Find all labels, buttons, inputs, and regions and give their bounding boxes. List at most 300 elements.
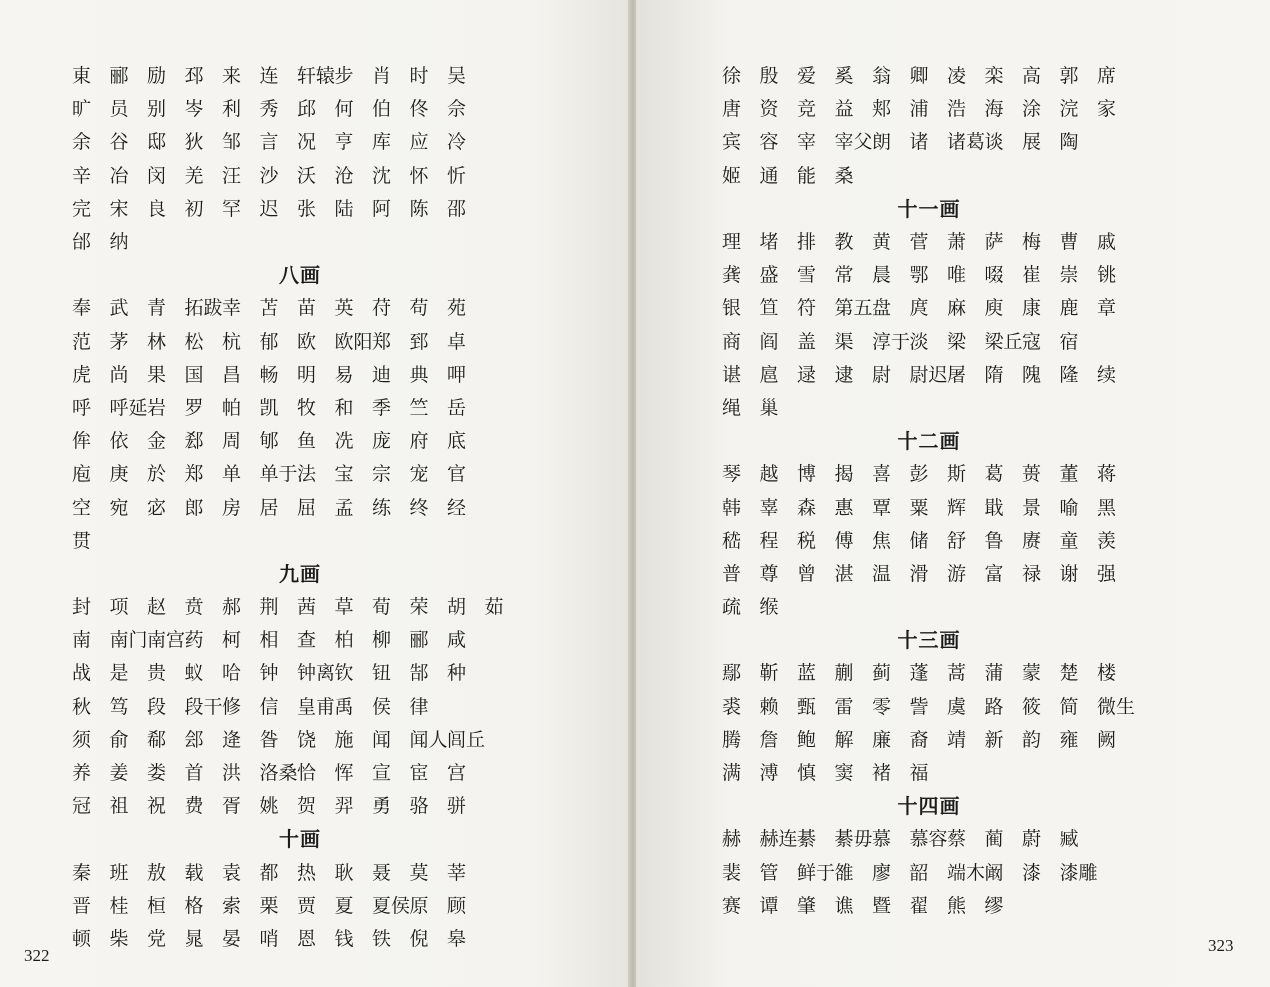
- surname-entry: 宛: [109, 496, 129, 519]
- surname-entry: 国: [184, 363, 204, 386]
- surname-entry: 续: [1097, 363, 1117, 386]
- surname-entry: 果: [147, 363, 167, 386]
- surname-entry: 阚: [984, 861, 1004, 884]
- surname-entry: 皋: [447, 927, 467, 950]
- surname-entry: 药: [184, 629, 204, 652]
- surname-row: [72, 456, 528, 489]
- surname-entry: 余: [72, 131, 92, 154]
- surname-entry: 苑: [447, 297, 467, 320]
- surname-entry: 利: [222, 98, 242, 121]
- surname-entry: 姚: [259, 795, 279, 818]
- surname-entry: 惠: [834, 496, 854, 519]
- surname-row: [722, 888, 1136, 921]
- surname-row: [722, 390, 1136, 423]
- surname-entry: 楼: [1097, 662, 1117, 685]
- surname-entry: 詹: [759, 728, 779, 751]
- surname-row: [72, 124, 528, 157]
- surname-entry: 萧: [947, 231, 967, 254]
- surname-entry: 晨: [872, 264, 892, 287]
- surname-entry: 羌: [184, 164, 204, 187]
- surname-entry: 肖: [372, 65, 392, 88]
- surname-entry: 温: [872, 562, 892, 585]
- surname-entry: 洛桑: [259, 762, 298, 785]
- surname-entry: 裘: [722, 695, 742, 718]
- surname-entry: 彭: [909, 463, 929, 486]
- surname-entry: 喻: [1059, 496, 1079, 519]
- surname-entry: 郦: [109, 65, 129, 88]
- surname-entry: 闾丘: [447, 728, 486, 751]
- surname-entry: 草: [334, 596, 354, 619]
- surname-entry: 何: [334, 98, 354, 121]
- surname-entry: 易: [334, 363, 354, 386]
- surname-entry: 呷: [447, 363, 467, 386]
- surname-entry: 渠: [834, 330, 854, 353]
- surname-entry: 廉: [872, 728, 892, 751]
- surname-row: [722, 821, 1136, 854]
- surname-entry: 桑: [834, 164, 854, 187]
- surname-entry: 战: [72, 662, 92, 685]
- surname-entry: 晋: [72, 894, 92, 917]
- surname-entry: 蒯: [834, 662, 854, 685]
- surname-entry: 典: [409, 363, 429, 386]
- surname-entry: 虎: [72, 363, 92, 386]
- surname-entry: 郝: [222, 596, 242, 619]
- surname-entry: 杭: [222, 330, 242, 353]
- surname-row: [72, 390, 528, 423]
- surname-entry: 巢: [759, 396, 779, 419]
- surname-row: [72, 324, 528, 357]
- surname-entry: 迪: [372, 363, 392, 386]
- surname-entry: 陆: [334, 197, 354, 220]
- surname-entry: 鲍: [797, 728, 817, 751]
- surname-entry: 凯: [259, 396, 279, 419]
- surname-entry: 褚: [872, 762, 892, 785]
- surname-entry: 勇: [372, 795, 392, 818]
- surname-entry: 肇: [797, 894, 817, 917]
- surname-entry: 贺: [297, 795, 317, 818]
- surname-entry: 旷: [72, 98, 92, 121]
- surname-entry: 钟: [259, 662, 279, 685]
- surname-entry: 皇甫: [297, 695, 336, 718]
- surname-entry: 黄: [872, 231, 892, 254]
- surname-entry: 裔: [909, 728, 929, 751]
- surname-entry: 庖: [72, 463, 92, 486]
- surname-row: [72, 888, 528, 921]
- surname-entry: 佘: [447, 98, 467, 121]
- surname-entry: 养: [72, 762, 92, 785]
- surname-entry: 是: [109, 662, 129, 685]
- surname-entry: 张: [297, 197, 317, 220]
- surname-entry: 慕容: [909, 828, 948, 851]
- surname-entry: 狄: [184, 131, 204, 154]
- surname-entry: 费: [184, 795, 204, 818]
- surname-row: [72, 523, 528, 556]
- surname-entry: 牧: [297, 396, 317, 419]
- surname-entry: 荀: [372, 596, 392, 619]
- surname-entry: 桓: [147, 894, 167, 917]
- surname-entry: 宠: [409, 463, 429, 486]
- stroke-count-heading: 八画: [279, 263, 321, 288]
- surname-entry: 茜: [297, 596, 317, 619]
- surname-entry: 端木: [947, 861, 986, 884]
- surname-entry: 阿: [372, 197, 392, 220]
- surname-entry: 柯: [222, 629, 242, 652]
- surname-row: [72, 290, 528, 323]
- surname-entry: 空: [72, 496, 92, 519]
- surname-entry: 尉: [872, 363, 892, 386]
- surname-entry: 姜: [109, 762, 129, 785]
- surname-row: [722, 689, 1136, 722]
- surname-row: [72, 423, 528, 456]
- surname-entry: 范: [72, 330, 92, 353]
- surname-entry: 蒿: [947, 662, 967, 685]
- surname-entry: 宰父: [834, 131, 873, 154]
- surname-entry: 邹: [222, 131, 242, 154]
- surname-entry: 靖: [947, 728, 967, 751]
- surname-row: [722, 257, 1136, 290]
- surname-entry: 钮: [372, 662, 392, 685]
- surname-entry: 微生: [1097, 695, 1136, 718]
- surname-entry: 班: [109, 861, 129, 884]
- surname-entry: 盘: [872, 297, 892, 320]
- surname-entry: 宾: [722, 131, 742, 154]
- surname-entry: 绳: [722, 396, 742, 419]
- surname-entry: 理: [722, 231, 742, 254]
- surname-row: [722, 556, 1136, 589]
- surname-row: [72, 91, 528, 124]
- surname-row: [72, 788, 528, 821]
- surname-entry: 曾: [797, 562, 817, 585]
- surname-row: [722, 523, 1136, 556]
- surname-entry: 奉: [72, 297, 92, 320]
- surname-entry: 梅: [1022, 231, 1042, 254]
- surname-list-right: [722, 58, 1136, 921]
- surname-entry: 徐: [722, 65, 742, 88]
- surname-entry: 暨: [872, 894, 892, 917]
- surname-entry: 赖: [759, 695, 779, 718]
- surname-entry: 郏: [872, 98, 892, 121]
- surname-entry: 雍: [1059, 728, 1079, 751]
- stroke-count-heading: 九画: [279, 561, 321, 586]
- surname-entry: 雷: [834, 695, 854, 718]
- surname-entry: 依: [109, 430, 129, 453]
- surname-entry: 綦: [797, 828, 817, 851]
- surname-entry: 倪: [409, 927, 429, 950]
- surname-entry: 和: [334, 396, 354, 419]
- surname-entry: 梁丘: [984, 330, 1023, 353]
- surname-entry: 格: [184, 894, 204, 917]
- surname-entry: 覃: [872, 496, 892, 519]
- surname-entry: 谌: [722, 363, 742, 386]
- surname-entry: 海: [984, 98, 1004, 121]
- surname-entry: 都: [259, 861, 279, 884]
- surname-entry: 连: [259, 65, 279, 88]
- surname-entry: 沙: [259, 164, 279, 187]
- surname-entry: 侔: [72, 430, 92, 453]
- surname-entry: 庚: [109, 463, 129, 486]
- surname-row: [722, 655, 1136, 688]
- surname-entry: 郄: [184, 430, 204, 453]
- surname-entry: 鲁: [984, 529, 1004, 552]
- surname-entry: 种: [447, 662, 467, 685]
- surname-entry: 周: [222, 430, 242, 453]
- surname-entry: 金: [147, 430, 167, 453]
- surname-entry: 苻: [372, 297, 392, 320]
- surname-entry: 底: [447, 430, 467, 453]
- surname-entry: 唯: [947, 264, 967, 287]
- surname-entry: 教: [834, 231, 854, 254]
- surname-entry: 郑: [372, 330, 392, 353]
- surname-row: [722, 357, 1136, 390]
- surname-entry: 银: [722, 297, 742, 320]
- surname-entry: 纳: [109, 231, 129, 254]
- surname-entry: 昝: [259, 728, 279, 751]
- surname-row: [722, 755, 1136, 788]
- surname-entry: 龚: [722, 264, 742, 287]
- surname-entry: 宓: [147, 496, 167, 519]
- surname-entry: 步: [334, 65, 354, 88]
- surname-entry: 萨: [984, 231, 1004, 254]
- surname-entry: 武: [109, 297, 129, 320]
- surname-entry: 蒲: [984, 662, 1004, 685]
- stroke-count-heading: 十二画: [897, 429, 961, 454]
- surname-entry: 顿: [72, 927, 92, 950]
- surname-entry: 粟: [909, 496, 929, 519]
- surname-entry: 赵: [147, 596, 167, 619]
- surname-entry: 疏: [722, 596, 742, 619]
- surname-entry: 東: [72, 65, 92, 88]
- surname-entry: 管: [759, 861, 779, 884]
- surname-entry: 涂: [1022, 98, 1042, 121]
- left-page: [0, 0, 630, 987]
- stroke-count-heading: 十四画: [897, 794, 961, 819]
- surname-entry: 通: [759, 164, 779, 187]
- surname-entry: 赓: [1022, 529, 1042, 552]
- surname-entry: 辛: [72, 164, 92, 187]
- surname-entry: 贲: [184, 596, 204, 619]
- surname-entry: 堵: [759, 231, 779, 254]
- surname-entry: 恩: [297, 927, 317, 950]
- surname-entry: 资: [759, 98, 779, 121]
- surname-row: [72, 489, 528, 522]
- surname-entry: 苫: [259, 297, 279, 320]
- surname-entry: 盖: [797, 330, 817, 353]
- surname-entry: 敖: [147, 861, 167, 884]
- surname-entry: 畅: [259, 363, 279, 386]
- surname-entry: 崔: [1022, 264, 1042, 287]
- surname-entry: 邵: [447, 197, 467, 220]
- surname-entry: 逮: [834, 363, 854, 386]
- surname-entry: 岩: [147, 396, 167, 419]
- surname-entry: 於: [147, 463, 167, 486]
- surname-entry: 郭: [1059, 65, 1079, 88]
- surname-entry: 应: [409, 131, 429, 154]
- surname-row: [722, 290, 1136, 323]
- surname-entry: 鄢: [722, 662, 742, 685]
- surname-entry: 初: [184, 197, 204, 220]
- surname-entry: 段干: [184, 695, 223, 718]
- surname-entry: 祝: [147, 795, 167, 818]
- surname-entry: 邸: [147, 131, 167, 154]
- surname-entry: 舒: [947, 529, 967, 552]
- surname-entry: 鹿: [1059, 297, 1079, 320]
- surname-entry: 斯: [947, 463, 967, 486]
- surname-entry: 邰: [72, 231, 92, 254]
- surname-entry: 越: [759, 463, 779, 486]
- surname-entry: 董: [1059, 463, 1079, 486]
- surname-entry: 逯: [797, 363, 817, 386]
- surname-entry: 冷: [447, 131, 467, 154]
- surname-entry: 商: [722, 330, 742, 353]
- surname-entry: 普: [722, 562, 742, 585]
- surname-entry: 青: [147, 297, 167, 320]
- surname-entry: 诸葛: [947, 131, 986, 154]
- surname-entry: 沃: [297, 164, 317, 187]
- surname-entry: 雒: [834, 861, 854, 884]
- surname-entry: 沈: [372, 164, 392, 187]
- surname-entry: 禄: [1022, 562, 1042, 585]
- surname-entry: 缑: [759, 596, 779, 619]
- surname-row: [722, 589, 1136, 622]
- surname-entry: 尚: [109, 363, 129, 386]
- surname-entry: 符: [797, 297, 817, 320]
- surname-entry: 筱: [1022, 695, 1042, 718]
- stroke-count-heading: 十三画: [897, 628, 961, 653]
- surname-entry: 呼: [72, 396, 92, 419]
- surname-entry: 宰: [797, 131, 817, 154]
- surname-entry: 淡: [909, 330, 929, 353]
- surname-entry: 路: [984, 695, 1004, 718]
- surname-row: [72, 357, 528, 390]
- surname-entry: 庾: [984, 297, 1004, 320]
- surname-entry: 满: [722, 762, 742, 785]
- surname-entry: 法: [297, 463, 317, 486]
- surname-entry: 盛: [759, 264, 779, 287]
- surname-entry: 饶: [297, 728, 317, 751]
- surname-row: [722, 224, 1136, 257]
- surname-entry: 虞: [947, 695, 967, 718]
- stroke-count-heading: 十画: [279, 827, 321, 852]
- surname-entry: 喜: [872, 463, 892, 486]
- surname-entry: 禹: [334, 695, 354, 718]
- surname-row: [72, 589, 528, 622]
- surname-row: [72, 722, 528, 755]
- surname-entry: 冠: [72, 795, 92, 818]
- surname-row: [722, 124, 1136, 157]
- surname-entry: 忻: [447, 164, 467, 187]
- surname-entry: 排: [797, 231, 817, 254]
- surname-entry: 闵: [147, 164, 167, 187]
- surname-entry: 隗: [1022, 363, 1042, 386]
- surname-entry: 黑: [1097, 496, 1117, 519]
- surname-entry: 南宫: [147, 629, 186, 652]
- surname-entry: 熊: [947, 894, 967, 917]
- surname-entry: 栗: [259, 894, 279, 917]
- surname-entry: 程: [759, 529, 779, 552]
- surname-entry: 员: [109, 98, 129, 121]
- surname-entry: 慎: [797, 762, 817, 785]
- surname-entry: 陈: [409, 197, 429, 220]
- surname-entry: 松: [184, 330, 204, 353]
- surname-row: [72, 622, 528, 655]
- surname-entry: 滑: [909, 562, 929, 585]
- surname-entry: 梁: [947, 330, 967, 353]
- surname-entry: 原: [409, 894, 429, 917]
- surname-entry: 官: [447, 463, 467, 486]
- surname-entry: 浣: [1059, 98, 1079, 121]
- surname-entry: 庞: [372, 430, 392, 453]
- surname-entry: 茅: [109, 330, 129, 353]
- surname-entry: 谷: [109, 131, 129, 154]
- surname-entry: 俞: [109, 728, 129, 751]
- surname-entry: 荣: [409, 596, 429, 619]
- surname-entry: 冼: [334, 430, 354, 453]
- surname-entry: 佟: [409, 98, 429, 121]
- surname-entry: 湛: [834, 562, 854, 585]
- surname-entry: 来: [222, 65, 242, 88]
- surname-entry: 呼延: [109, 396, 148, 419]
- surname-entry: 聂: [372, 861, 392, 884]
- surname-entry: 言: [259, 131, 279, 154]
- surname-entry: 庹: [909, 297, 929, 320]
- surname-entry: 哨: [259, 927, 279, 950]
- surname-entry: 席: [1097, 65, 1117, 88]
- surname-entry: 幸: [222, 297, 242, 320]
- surname-entry: 苟: [409, 297, 429, 320]
- page-number-left: 322: [24, 946, 50, 965]
- surname-entry: 府: [409, 430, 429, 453]
- surname-entry: 载: [184, 861, 204, 884]
- surname-entry: 奚: [834, 65, 854, 88]
- surname-entry: 常: [834, 264, 854, 287]
- surname-entry: 姬: [722, 164, 742, 187]
- surname-entry: 扈: [759, 363, 779, 386]
- surname-entry: 拓跋: [184, 297, 223, 320]
- surname-entry: 尊: [759, 562, 779, 585]
- surname-entry: 唐: [722, 98, 742, 121]
- surname-row: [72, 158, 528, 191]
- surname-entry: 孟: [334, 496, 354, 519]
- surname-entry: 郁: [259, 330, 279, 353]
- surname-entry: 綦毋: [834, 828, 873, 851]
- surname-entry: 闻人: [409, 728, 448, 751]
- surname-entry: 英: [334, 297, 354, 320]
- surname-entry: 蔡: [947, 828, 967, 851]
- surname-entry: 强: [1097, 562, 1117, 585]
- surname-entry: 宫: [447, 762, 467, 785]
- surname-entry: 吴: [447, 65, 467, 88]
- surname-entry: 郇: [259, 430, 279, 453]
- surname-entry: 项: [109, 596, 129, 619]
- surname-row: [722, 456, 1136, 489]
- surname-entry: 逄: [222, 728, 242, 751]
- surname-entry: 第五: [834, 297, 873, 320]
- page-number-right: 323: [1208, 936, 1234, 955]
- surname-entry: 訾: [909, 695, 929, 718]
- surname-row: [722, 489, 1136, 522]
- surname-entry: 赫: [722, 828, 742, 851]
- surname-entry: 贵: [147, 662, 167, 685]
- surname-entry: 宋: [109, 197, 129, 220]
- surname-entry: 经: [447, 496, 467, 519]
- surname-entry: 宿: [1059, 330, 1079, 353]
- surname-entry: 单于: [259, 463, 298, 486]
- surname-entry: 雪: [797, 264, 817, 287]
- surname-row: [72, 855, 528, 888]
- surname-entry: 终: [409, 496, 429, 519]
- surname-entry: 晏: [222, 927, 242, 950]
- surname-entry: 闻: [372, 728, 392, 751]
